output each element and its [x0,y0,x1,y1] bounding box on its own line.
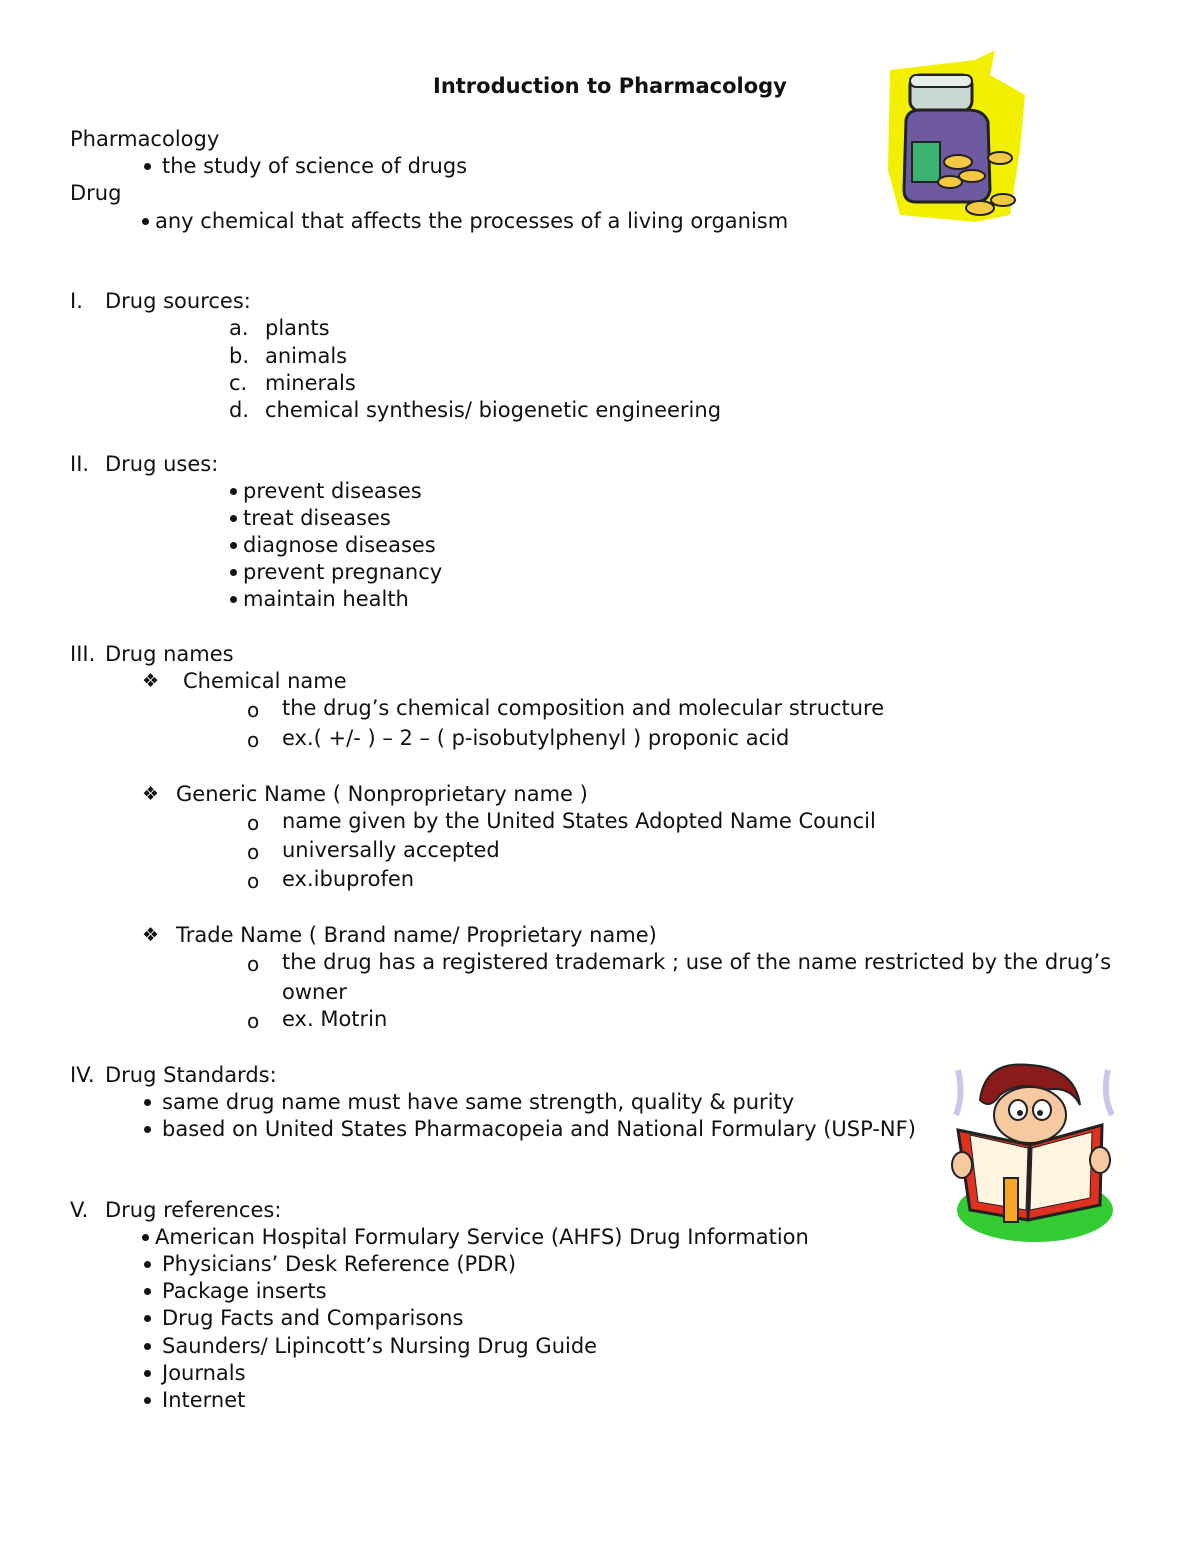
chemical-name-item: ex.( +/- ) – 2 – ( p-isobutylphenyl ) proponic acid [282,726,790,750]
source-item: minerals [265,371,356,395]
section-numeral: IV. [70,1063,95,1087]
use-item: treat diseases [243,506,391,530]
bullet [144,1343,151,1350]
section-numeral: I. [70,289,83,313]
section-numeral: II. [70,452,90,476]
trade-name-item-continued: owner [282,980,347,1004]
o-marker: o [247,840,260,864]
section-heading-names: Drug names [105,642,234,666]
list-letter: a. [229,316,249,340]
o-marker: o [247,869,260,893]
o-marker: o [247,1009,260,1033]
bullet [230,515,237,522]
diamond-bullet-icon: ❖ [142,783,160,805]
use-item: diagnose diseases [243,533,436,557]
generic-name-heading: Generic Name ( Nonproprietary name ) [176,782,588,806]
use-item: prevent diseases [243,479,422,503]
bullet [144,163,151,170]
list-letter: d. [229,398,250,422]
bullet [144,1288,151,1295]
drug-definition: any chemical that affects the processes of a living organism [155,209,789,233]
section-heading-sources: Drug sources: [105,289,251,313]
reference-item: Internet [162,1388,246,1412]
chemical-name-heading: Chemical name [183,669,347,693]
o-marker: o [247,728,260,752]
use-item: prevent pregnancy [243,560,443,584]
bullet [230,569,237,576]
pharmacology-definition: the study of science of drugs [162,154,468,178]
page-title: Introduction to Pharmacology [433,74,787,98]
source-item: plants [265,316,330,340]
pill-bottle-icon [880,50,1050,225]
bullet [230,488,237,495]
standard-item: same drug name must have same strength, quality & purity [162,1090,795,1114]
o-marker: o [247,952,260,976]
list-letter: c. [229,371,248,395]
trade-name-item: ex. Motrin [282,1007,388,1031]
reading-person-icon [950,1060,1120,1245]
source-item: animals [265,344,348,368]
o-marker: o [247,811,260,835]
bullet [142,218,149,225]
bullet [144,1397,151,1404]
generic-name-item: name given by the United States Adopted Name Council [282,809,876,833]
bullet [230,596,237,603]
section-numeral: V. [70,1198,89,1222]
source-item: chemical synthesis/ biogenetic engineering [265,398,722,422]
reference-item: Journals [162,1361,246,1385]
section-heading-standards: Drug Standards: [105,1063,277,1087]
diamond-bullet-icon: ❖ [142,924,160,946]
chemical-name-item: the drug’s chemical composition and molecular structure [282,696,885,720]
reference-item: Saunders/ Lipincott’s Nursing Drug Guide [162,1334,598,1358]
reference-item: Drug Facts and Comparisons [162,1306,464,1330]
reference-item: American Hospital Formulary Service (AHFS) Drug Information [155,1225,809,1249]
reference-item: Physicians’ Desk Reference (PDR) [162,1252,517,1276]
section-numeral: III. [70,642,96,666]
generic-name-item: universally accepted [282,838,500,862]
reference-item: Package inserts [162,1279,327,1303]
bullet [142,1234,149,1241]
section-heading-uses: Drug uses: [105,452,219,476]
drug-term: Drug [70,181,122,205]
section-heading-references: Drug references: [105,1198,282,1222]
use-item: maintain health [243,587,409,611]
bullet [144,1261,151,1268]
o-marker: o [247,698,260,722]
standard-item: based on United States Pharmacopeia and National Formulary (USP-NF) [162,1117,916,1141]
generic-name-item: ex.ibuprofen [282,867,415,891]
trade-name-item: the drug has a registered trademark ; use of the name restricted by the drug’s [282,950,1112,974]
list-letter: b. [229,344,250,368]
pharmacology-term: Pharmacology [70,127,220,151]
bullet [144,1315,151,1322]
bullet [144,1126,151,1133]
bullet [144,1370,151,1377]
bullet [144,1099,151,1106]
trade-name-heading: Trade Name ( Brand name/ Proprietary name) [176,923,657,947]
bullet [230,542,237,549]
diamond-bullet-icon: ❖ [142,670,160,692]
